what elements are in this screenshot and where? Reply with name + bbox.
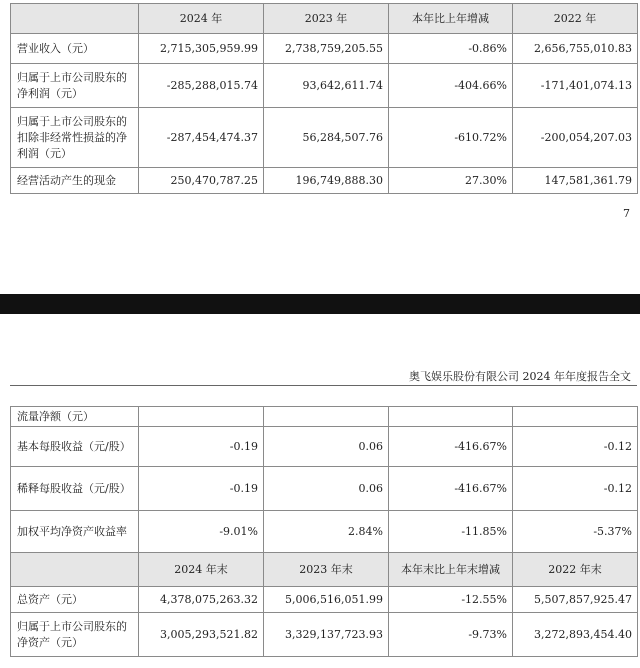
row-label: 营业收入（元） bbox=[11, 34, 139, 64]
table-row bbox=[11, 427, 638, 467]
table-row bbox=[11, 407, 638, 427]
table-header-row bbox=[11, 553, 638, 587]
value-cell: -171,401,074.13 bbox=[513, 64, 638, 108]
value-cell: -11.85% bbox=[389, 511, 513, 553]
header-cell: 2023 年末 bbox=[264, 553, 389, 587]
table-row bbox=[11, 587, 638, 613]
value-cell bbox=[139, 407, 264, 427]
value-cell: 196,749,888.30 bbox=[264, 168, 389, 194]
value-cell: 2,715,305,959.99 bbox=[139, 34, 264, 64]
row-label: 总资产（元） bbox=[11, 587, 139, 613]
header-cell bbox=[11, 553, 139, 587]
document-title: 奥飞娱乐股份有限公司 2024 年年度报告全文 bbox=[409, 370, 631, 383]
value-cell: -0.19 bbox=[139, 427, 264, 467]
financial-table-top bbox=[10, 3, 638, 194]
value-cell: 5,006,516,051.99 bbox=[264, 587, 389, 613]
value-cell: 93,642,611.74 bbox=[264, 64, 389, 108]
header-cell: 本年比上年增减 bbox=[389, 4, 513, 34]
value-cell: -5.37% bbox=[513, 511, 638, 553]
table-row bbox=[11, 467, 638, 511]
row-label: 归属于上市公司股东的净资产（元） bbox=[11, 613, 139, 657]
table-header-row bbox=[11, 4, 638, 34]
value-cell: 5,507,857,925.47 bbox=[513, 587, 638, 613]
table-row bbox=[11, 64, 638, 108]
page-separator bbox=[0, 294, 640, 314]
value-cell: -404.66% bbox=[389, 64, 513, 108]
financial-table-bottom bbox=[10, 406, 638, 657]
value-cell: 2,738,759,205.55 bbox=[264, 34, 389, 64]
value-cell bbox=[264, 407, 389, 427]
value-cell: -9.01% bbox=[139, 511, 264, 553]
value-cell: 2.84% bbox=[264, 511, 389, 553]
value-cell: -0.12 bbox=[513, 467, 638, 511]
header-cell: 2024 年末 bbox=[139, 553, 264, 587]
value-cell bbox=[513, 407, 638, 427]
row-label: 归属于上市公司股东的扣除非经常性损益的净利润（元） bbox=[11, 108, 139, 168]
value-cell: -610.72% bbox=[389, 108, 513, 168]
row-label: 稀释每股收益（元/股） bbox=[11, 467, 139, 511]
header-cell bbox=[11, 4, 139, 34]
header-cell: 2024 年 bbox=[139, 4, 264, 34]
value-cell: -0.19 bbox=[139, 467, 264, 511]
row-label: 流量净额（元） bbox=[11, 407, 139, 427]
value-cell: 4,378,075,263.32 bbox=[139, 587, 264, 613]
value-cell: -416.67% bbox=[389, 467, 513, 511]
row-label: 归属于上市公司股东的净利润（元） bbox=[11, 64, 139, 108]
table-row bbox=[11, 511, 638, 553]
value-cell: -287,454,474.37 bbox=[139, 108, 264, 168]
value-cell: 0.06 bbox=[264, 467, 389, 511]
value-cell: 250,470,787.25 bbox=[139, 168, 264, 194]
value-cell: 27.30% bbox=[389, 168, 513, 194]
value-cell: 2,656,755,010.83 bbox=[513, 34, 638, 64]
value-cell bbox=[389, 407, 513, 427]
row-label: 基本每股收益（元/股） bbox=[11, 427, 139, 467]
value-cell: -0.86% bbox=[389, 34, 513, 64]
table-row bbox=[11, 34, 638, 64]
table-row bbox=[11, 168, 638, 194]
table-row bbox=[11, 108, 638, 168]
value-cell: 3,005,293,521.82 bbox=[139, 613, 264, 657]
header-cell: 2023 年 bbox=[264, 4, 389, 34]
value-cell: -285,288,015.74 bbox=[139, 64, 264, 108]
row-label: 加权平均净资产收益率 bbox=[11, 511, 139, 553]
header-cell: 2022 年 bbox=[513, 4, 638, 34]
value-cell: 0.06 bbox=[264, 427, 389, 467]
header-rule bbox=[10, 385, 637, 386]
value-cell: -200,054,207.03 bbox=[513, 108, 638, 168]
header-cell: 本年末比上年末增减 bbox=[389, 553, 513, 587]
value-cell: -0.12 bbox=[513, 427, 638, 467]
row-label: 经营活动产生的现金 bbox=[11, 168, 139, 194]
value-cell: -12.55% bbox=[389, 587, 513, 613]
header-cell: 2022 年末 bbox=[513, 553, 638, 587]
value-cell: -9.73% bbox=[389, 613, 513, 657]
value-cell: 3,329,137,723.93 bbox=[264, 613, 389, 657]
value-cell: -416.67% bbox=[389, 427, 513, 467]
value-cell: 3,272,893,454.40 bbox=[513, 613, 638, 657]
page-number: 7 bbox=[623, 207, 630, 220]
table-row bbox=[11, 613, 638, 657]
value-cell: 147,581,361.79 bbox=[513, 168, 638, 194]
value-cell: 56,284,507.76 bbox=[264, 108, 389, 168]
